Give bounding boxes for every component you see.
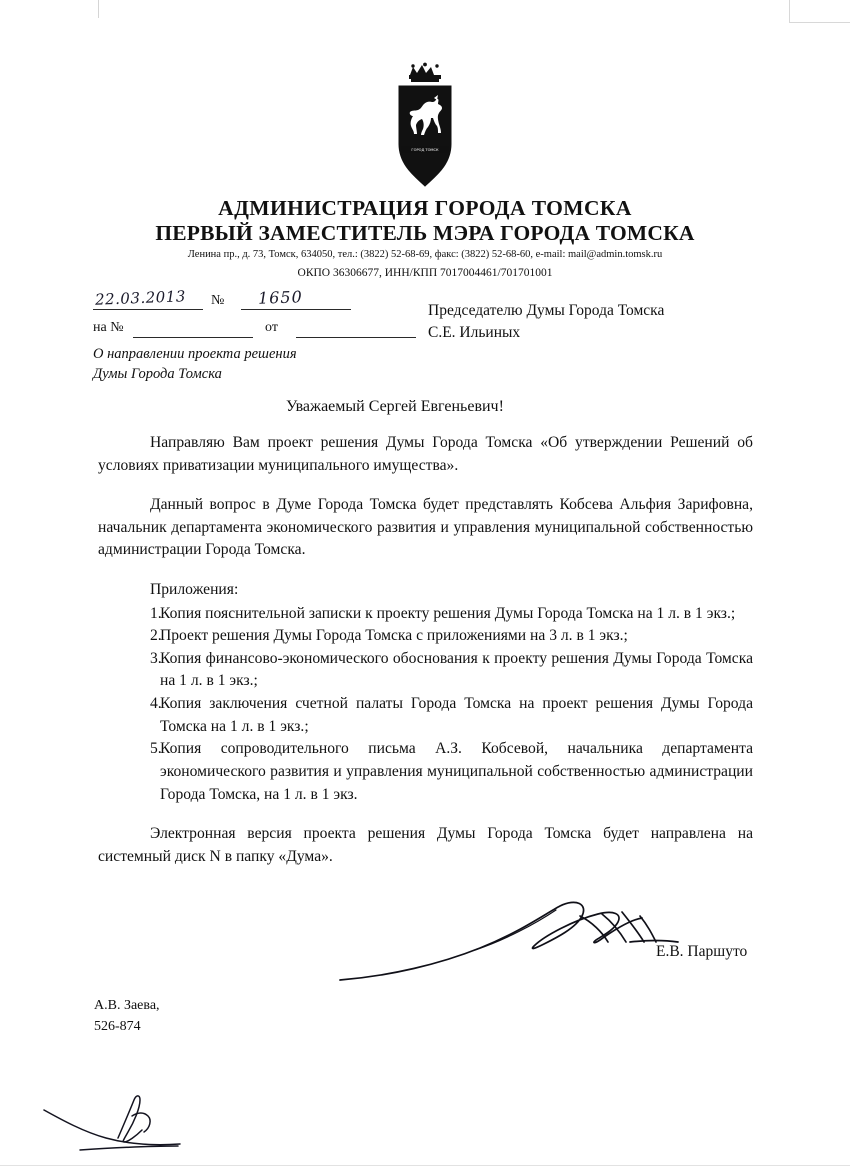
handwritten-signature — [330, 880, 760, 990]
bottom-handwritten-mark — [40, 1090, 270, 1160]
incoming-number-label: на № — [93, 320, 124, 335]
list-item — [98, 738, 753, 806]
underline-incoming-number — [133, 337, 253, 338]
organization-title: АДМИНИСТРАЦИЯ ГОРОДА ТОМСКА — [218, 196, 632, 220]
executor-phone: 526-874 — [94, 1019, 141, 1034]
svg-text:ГОРОД ТОМСК: ГОРОД ТОМСК — [411, 148, 439, 152]
reference-row-incoming — [93, 318, 423, 340]
executor-name: А.В. Заева, — [94, 998, 160, 1013]
underline-incoming-date — [296, 337, 416, 338]
subject-block — [93, 345, 393, 384]
salutation: Уважаемый Сергей Евгеньевич! — [286, 398, 504, 415]
attachment-number: 3. — [150, 649, 162, 667]
attachment-text: Копия пояснительной записки к проекту решения Думы Города Томска на 1 л. в 1 экз.; — [160, 604, 736, 622]
outgoing-number-handwritten: 1650 — [257, 287, 304, 308]
subject-line-1: О направлении проекта решения — [93, 346, 297, 362]
paragraph-1: Направляю Вам проект решения Думы Города Томска «Об утверждении Решений об условиях приватизации муниципального имущества». — [98, 434, 753, 474]
scan-edge-artifact-left — [98, 0, 99, 18]
attachment-number: 1. — [150, 604, 162, 622]
paragraph-2: Данный вопрос в Думе Города Томска будет представлять Кобсева Альфия Зарифовна, начальник департамента экономического развития и управления муниципальной собственностью администрации Города Томска. — [98, 496, 753, 559]
paragraph-3: Электронная версия проекта решения Думы Города Томска будет направлена на системный диск N в папку «Дума». — [98, 825, 753, 865]
attachment-number: 5. — [150, 740, 162, 758]
signatory-name: Е.В. Паршуто — [656, 943, 748, 960]
list-item — [98, 625, 753, 648]
reference-block — [93, 287, 423, 340]
list-item — [98, 603, 753, 626]
attachment-text: Копия сопроводительного письма А.З. Кобсевой, начальника департамента экономического развития и управления муниципальной собственностью администрации Города Томска, на 1 л. в 1 экз. — [160, 740, 753, 803]
attachments-list — [98, 603, 753, 806]
outgoing-date-handwritten: 22.03.2013 — [94, 287, 187, 309]
executor-block — [94, 995, 160, 1037]
underline-date — [93, 309, 203, 310]
scan-edge-artifact-right — [789, 0, 850, 23]
reference-row-outgoing — [93, 287, 423, 312]
attachments-label: Приложения: — [150, 581, 239, 599]
attachment-number: 2. — [150, 627, 162, 645]
incoming-date-label: от — [265, 320, 278, 335]
addressee-block — [428, 300, 768, 345]
attachment-text: Копия финансово-экономического обоснования к проекту решения Думы Города Томска на 1 л. в 1 экз.; — [160, 649, 753, 690]
subject-line-2: Думы Города Томска — [93, 365, 222, 382]
list-item — [98, 648, 753, 693]
signature-block — [330, 880, 760, 990]
organization-contacts: Ленина пр., д. 73, Томск, 634050, тел.: (3822) 52-68-69, факс: (3822) 52-68-60, e-mail: mail@admin.tomsk.ru — [187, 249, 663, 260]
underline-number — [241, 309, 351, 310]
addressee-line-1: Председателю Думы Города Томска — [428, 302, 665, 319]
list-item — [98, 693, 753, 738]
coat-of-arms-icon — [391, 62, 459, 190]
organization-okpo: ОКПО 36306677, ИНН/КПП 7017004461/701701001 — [297, 267, 553, 279]
outgoing-number-label: № — [211, 293, 225, 308]
attachment-number: 4. — [150, 695, 162, 713]
attachment-text: Копия заключения счетной палаты Города Томска на проект решения Думы Города Томска на 1 л. в 1 экз.; — [160, 695, 753, 735]
organization-subtitle: ПЕРВЫЙ ЗАМЕСТИТЕЛЬ МЭРА ГОРОДА ТОМСКА — [155, 221, 695, 245]
letter-body — [98, 432, 753, 885]
scan-bottom-edge — [0, 1165, 850, 1166]
addressee-line-2: С.Е. Ильиных — [428, 324, 521, 342]
attachment-text: Проект решения Думы Города Томска с приложениями на 3 л. в 1 экз.; — [160, 627, 628, 645]
